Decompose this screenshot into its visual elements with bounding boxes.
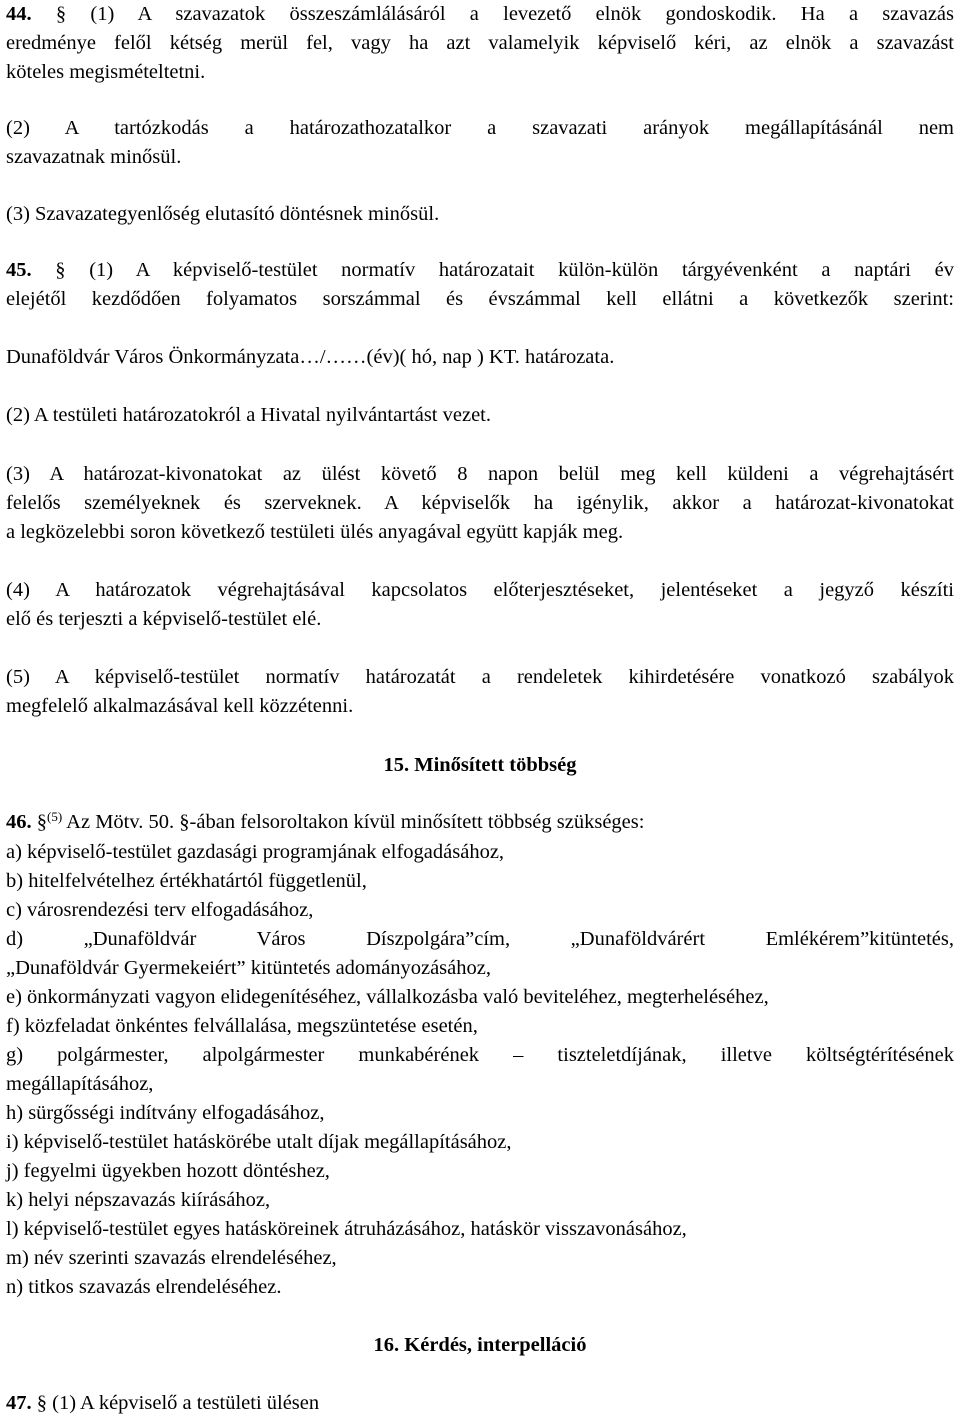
section-44-p2-line-2: szavazatnak minősül. (6, 146, 182, 168)
section-symbol: § (179, 811, 190, 833)
section-45-p3-line-2: felelős személyeknek és szerveknek. A képviselők ha igénylik, akkor a határozat-kivonatokat (6, 492, 954, 514)
paragraph-text: -ában felsoroltakon kívül minősített többség szükséges: (189, 811, 645, 833)
list-item-i: i) képviselő-testület hatáskörébe utalt díjak megállapításához, (6, 1131, 512, 1153)
list-item-j: j) fegyelmi ügyekben hozott döntéshez, (6, 1160, 330, 1182)
section-number: 44. (6, 3, 32, 25)
paragraph-text: (1) A képviselő-testület normatív határozatait külön-külön tárgyévenként a naptári év (89, 259, 955, 281)
section-45-line-1 (6, 256, 954, 285)
list-item-k: k) helyi népszavazás kiírásához, (6, 1189, 271, 1211)
section-46-intro (6, 808, 954, 837)
list-item-l: l) képviselő-testület egyes hatásköreinek átruházásához, hatáskör visszavonásához, (6, 1218, 687, 1240)
section-number: 47. (6, 1392, 32, 1414)
list-item-d: d) „Dunaföldvár Város Díszpolgára”cím, „Dunaföldvárért Emlékérem”kitüntetés, (6, 928, 954, 950)
section-45-p4-line-1: (4) A határozatok végrehajtásával kapcsolatos előterjesztéseket, jelentéseket a jegyző készíti (6, 579, 954, 601)
law-reference: Az Mötv. 50. (66, 811, 175, 833)
list-item-d-cont: „Dunaföldvár Gyermekeiért” kitüntetés adományozásához, (6, 957, 491, 979)
paragraph-text: (1) A képviselő a testületi ülésen (52, 1392, 320, 1414)
section-44-line-2: eredménye felől kétség merül fel, vagy ha azt valamelyik képviselő kéri, az elnök a szavazást (6, 32, 954, 54)
section-number: 45. (6, 259, 32, 281)
section-44-p3: (3) Szavazategyenlőség elutasító döntésnek minősül. (6, 203, 440, 225)
footnote-marker: (5) (47, 809, 63, 824)
list-item-a: a) képviselő-testület gazdasági programjának elfogadásához, (6, 841, 505, 863)
section-symbol: § (55, 3, 67, 25)
section-45-p4-line-2: elő és terjeszti a képviselő-testület elé. (6, 608, 322, 630)
list-item-e: e) önkormányzati vagyon elidegenítéséhez, vállalkozásba való beviteléhez, megterheléséhez, (6, 986, 769, 1008)
paragraph-text: (1) A szavazatok összeszámlálásáról a levezető elnök gondoskodik. Ha a szavazás (90, 3, 955, 25)
section-symbol: § (55, 259, 66, 281)
list-item-c: c) városrendezési terv elfogadásához, (6, 899, 314, 921)
section-45-p3-line-3: a legközelebbi soron következő testületi ülés anyagával együtt kapják meg. (6, 521, 624, 543)
section-44-line-3: köteles megismételtetni. (6, 61, 206, 83)
section-45-p3-line-1: (3) A határozat-kivonatokat az ülést követő 8 napon belül meg kell küldeni a végrehajtásért (6, 463, 954, 485)
section-45-p2: (2) A testületi határozatokról a Hivatal nyilvántartást vezet. (6, 404, 491, 426)
list-item-m: m) név szerinti szavazás elrendeléséhez, (6, 1247, 337, 1269)
resolution-format: Dunaföldvár Város Önkormányzata…/……(év)( hó, nap ) KT. határozata. (6, 346, 615, 368)
list-item-n: n) titkos szavazás elrendeléséhez. (6, 1276, 282, 1298)
chapter-heading-15: 15. Minősített többség (383, 754, 577, 776)
section-47-line-1 (6, 1389, 954, 1418)
list-item-g: g) polgármester, alpolgármester munkabérének – tiszteletdíjának, illetve költségtérítésének (6, 1044, 954, 1066)
list-item-b: b) hitelfelvételhez értékhatártól függetlenül, (6, 870, 367, 892)
section-44-p2-line-1: (2) A tartózkodás a határozathozatalkor a szavazati arányok megállapításánál nem (6, 117, 954, 139)
section-45-p5-line-2: megfelelő alkalmazásával kell közzétenni. (6, 695, 354, 717)
list-item-h: h) sürgősségi indítvány elfogadásához, (6, 1102, 325, 1124)
section-44-line-1 (6, 0, 954, 29)
section-45-p5-line-1: (5) A képviselő-testület normatív határozatát a rendeletek kihirdetésére vonatkozó szabályok (6, 666, 954, 688)
chapter-heading-16: 16. Kérdés, interpelláció (373, 1334, 587, 1356)
section-symbol: § (36, 1392, 47, 1414)
list-item-g-cont: megállapításához, (6, 1073, 154, 1095)
section-number: 46. (6, 811, 32, 833)
list-item-f: f) közfeladat önkéntes felvállalása, megszüntetése esetén, (6, 1015, 478, 1037)
section-45-line-2: elejétől kezdődően folyamatos sorszámmal és évszámmal kell ellátni a következők szerint: (6, 288, 954, 310)
section-symbol: § (36, 811, 47, 833)
